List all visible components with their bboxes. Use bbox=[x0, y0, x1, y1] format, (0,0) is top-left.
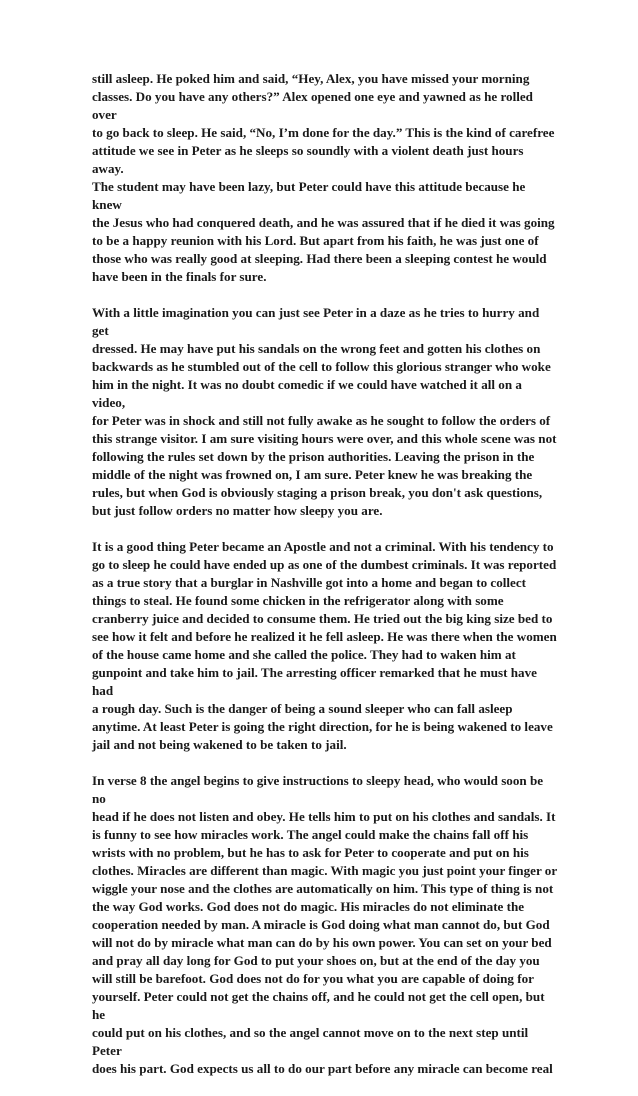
paragraph-3: It is a good thing Peter became an Apostle and not a criminal. With his tendency to go to sleep he could have ended up as one of the dumbest criminals. It was reported as a true story that a burglar in Nashville got into a home and began to collect things to steal. He found some chicken in the refrigerator along with some cranberry juice and decided to consume them. He tried out the big king size bed to see how it felt and before he realized it he fell asleep. He was there when the women of the house came home and she called the police. They had to waken him at gunpoint and take him to jail. The arresting officer remarked that he must have had a rough day. Such is the danger of being a sound sleeper who can fall asleep anytime. At least Peter is going the right direction, for he is being wakened to leave jail and not being wakened to be taken to jail. bbox=[92, 539, 557, 752]
paragraph-1: still asleep. He poked him and said, “Hey, Alex, you have missed your morning classes. Do you have any others?” Alex opened one eye and yawned as he rolled over to go back to sleep. He said, “No, I’m done for the day.” This is the kind of carefree attitude we see in Peter as he sleeps so soundly with a violent death just hours away. The student may have been lazy, but Peter could have this attitude because he knew the Jesus who had conquered death, and he was assured that if he died it was going to be a happy reunion with his Lord. But apart from his faith, he was just one of those who was really good at sleeping. Had there been a sleeping contest he would have been in the finals for sure. bbox=[92, 71, 555, 284]
document-page bbox=[92, 70, 558, 1096]
paragraph-2: With a little imagination you can just see Peter in a daze as he tries to hurry and get dressed. He may have put his sandals on the wrong feet and gotten his clothes on backwards as he stumbled out of the cell to follow this glorious stranger who woke him in the night. It was no doubt comedic if we could have watched it all on a video, for Peter was in shock and still not fully awake as he sought to follow the orders of this strange visitor. I am sure visiting hours were over, and this whole scene was not following the rules set down by the prison authorities. Leaving the prison in the middle of the night was frowned on, I am sure. Peter knew he was breaking the rules, but when God is obviously staging a prison break, you don't ask questions, but just follow orders no matter how sleepy you are. bbox=[92, 305, 557, 518]
paragraph-4: In verse 8 the angel begins to give instructions to sleepy head, who would soon be no head if he does not listen and obey. He tells him to put on his clothes and sandals. It is funny to see how miracles work. The angel could make the chains fall off his wrists with no problem, but he has to ask for Peter to cooperate and put on his clothes. Miracles are different than magic. With magic you just point your finger or wiggle your nose and the clothes are automatically on him. This type of thing is not the way God works. God does not do magic. His miracles do not eliminate the cooperation needed by man. A miracle is God doing what man cannot do, but God will not do by miracle what man can do by his own power. You can set on your bed and pray all day long for God to put your shoes on, but at the end of the day you will still be barefoot. God does not do for you what you are capable of doing for yourself. Peter could not get the chains off, and he could not get the cell open, but he could put on his clothes, and so the angel cannot move on to the next step until Peter does his part. God expects us all to do our part before any miracle can become real bbox=[92, 773, 558, 1076]
